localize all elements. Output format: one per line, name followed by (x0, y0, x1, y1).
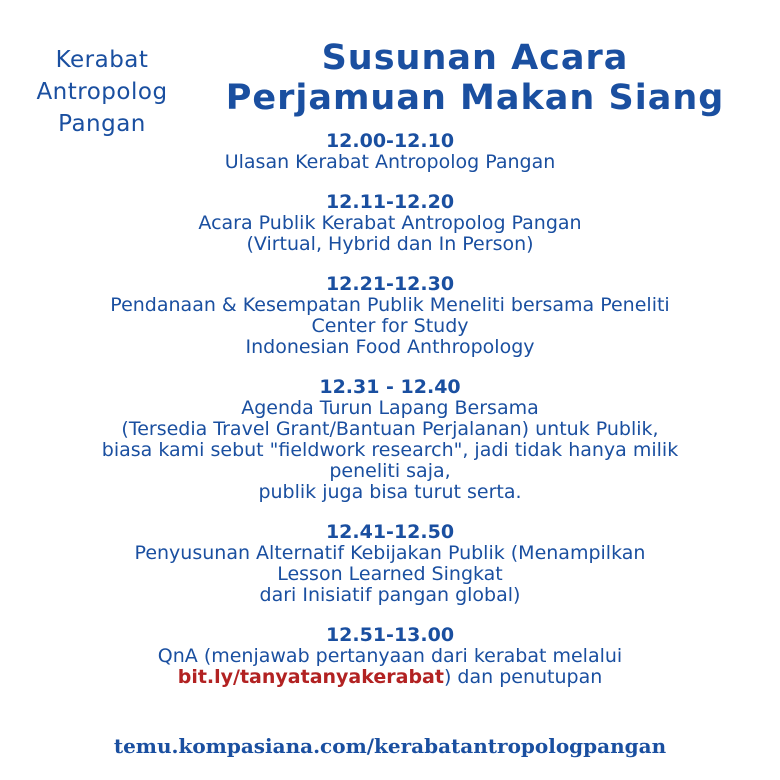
logo-kerabat-antropolog-pangan (14, 44, 190, 140)
schedule-desc: (Tersedia Travel Grant/Bantuan Perjalanan) untuk Publik, (121, 418, 659, 440)
schedule-desc-after-link: ) dan penutupan (443, 666, 603, 688)
schedule-desc: QnA (menjawab pertanyaan dari kerabat melalui (157, 645, 623, 667)
schedule-desc: Indonesian Food Anthropology (245, 336, 535, 358)
schedule-item (40, 624, 740, 688)
schedule-desc: Penyusunan Alternatif Kebijakan Publik (Menampilkan (134, 542, 646, 564)
schedule-desc: Acara Publik Kerabat Antropolog Pangan (198, 212, 582, 234)
schedule-item (40, 191, 740, 255)
schedule-time: 12.21-12.30 (325, 273, 455, 295)
question-link[interactable]: bit.ly/tanyatanyakerabat (177, 666, 444, 688)
schedule-time: 12.11-12.20 (325, 191, 455, 213)
schedule-time: 12.00-12.10 (325, 130, 455, 152)
schedule-desc: Ulasan Kerabat Antropolog Pangan (224, 151, 556, 173)
schedule-time: 12.41-12.50 (325, 521, 455, 543)
schedule-desc: Pendanaan & Kesempatan Publik Meneliti bersama Peneliti (110, 294, 670, 316)
schedule-item (40, 521, 740, 606)
logo-line-1: Kerabat (55, 47, 149, 73)
schedule-time: 12.51-13.00 (325, 624, 455, 646)
schedule-desc: (Virtual, Hybrid dan In Person) (246, 233, 534, 255)
title-line-2: Perjamuan Makan Siang (225, 78, 725, 118)
schedule-list (40, 130, 740, 706)
logo-line-2: Antropolog (36, 79, 168, 105)
title-line-1: Susunan Acara (321, 38, 629, 78)
logo-line-3: Pangan (58, 111, 146, 137)
schedule-desc: peneliti saja, (329, 460, 451, 482)
schedule-desc: Lesson Learned Singkat (277, 563, 503, 585)
schedule-desc: publik juga bisa turut serta. (258, 481, 522, 503)
schedule-item (40, 273, 740, 358)
page-title (200, 38, 750, 118)
schedule-desc: Center for Study (311, 315, 469, 337)
schedule-item (40, 130, 740, 173)
schedule-desc: biasa kami sebut "fieldwork research", jadi tidak hanya milik (101, 439, 679, 461)
schedule-desc-link-line (40, 667, 740, 688)
schedule-time: 12.31 - 12.40 (319, 376, 461, 398)
schedule-desc: dari Inisiatif pangan global) (259, 584, 521, 606)
footer-url[interactable]: temu.kompasiana.com/kerabatantropologpangan (113, 734, 667, 758)
schedule-item (40, 376, 740, 503)
schedule-desc: Agenda Turun Lapang Bersama (241, 397, 539, 419)
